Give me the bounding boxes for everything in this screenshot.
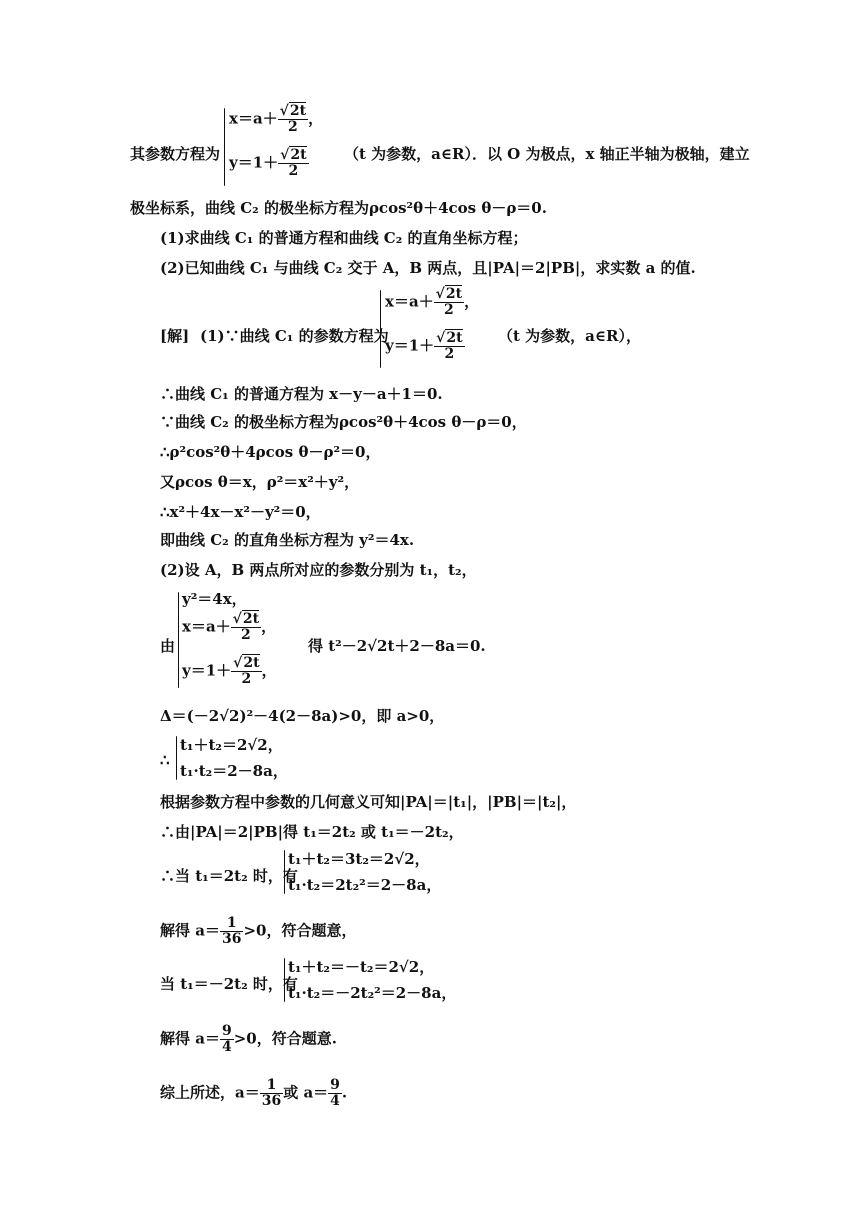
- solution-line: (2)设 A，B 两点所对应的参数分别为 t₁，t₂，: [160, 561, 477, 579]
- solution-lead-tail: （t 为参数，a∈R），: [498, 327, 641, 345]
- system-brace: [380, 290, 381, 368]
- system-brace: [284, 850, 285, 894]
- fraction: $\frac{√2t}{2}$: [280, 147, 307, 179]
- solution-line: 即曲线 C₂ 的直角坐标方程为 y²＝4x.: [160, 531, 415, 549]
- system-result: 得 t²－2√2t＋2－8a＝0.: [308, 637, 486, 655]
- solution-line: ∴ρ²cos²θ＋4ρcos θ－ρ²＝0，: [160, 443, 381, 461]
- delta-line: Δ＝(－2√2)²－4(2－8a)>0，即 a>0，: [160, 707, 445, 725]
- document-page: 其参数方程为 x＝a＋ $\frac{√2t}{2}$ ， y＝1＋ $\frac{√2t}{2}$ （t 为参数，a∈R）．以 O 为极点，x 轴正半轴为极轴，建立 极坐标系，曲线 C₂ 的极坐标方程为ρcos²θ＋4cos θ－ρ＝0. (1)求曲线 C₁ 的普通方程和曲线 C₂ 的直角坐标方程； (2)已知曲线 C₁ 与曲线 C₂ 交于 A，B 两点，且|PA|＝2|PB|，求实数 a 的值. [解] (1)∵曲线 C₁ 的参数方程为 x＝a＋ $\frac{√2t}{2}$ ， y＝1＋ $\frac{√2t}{2}$ （t 为参数，a∈R）， ∴曲线 C₁ 的普通方程为 x－y－a＋1＝0. ∵曲线 C₂ 的极坐标方程为ρcos²θ＋4cos θ－ρ＝0， ∴ρ²cos²θ＋4ρcos θ－ρ²＝0， 又ρcos θ＝x，ρ²＝x²＋y²， ∴x²＋4x－x²－y²＝0， 即曲线 C₂ 的直角坐标方程为 y²＝4x. (2)设 A，B 两点所对应的参数分别为 t₁，t₂， 由 y²＝4x， x＝a＋ $\frac{√2t}{2}$ ， y＝1＋ $\frac{√2t}{2}$ ， 得 t²－2√2t＋2－8a＝0. Δ＝(－2√2)²－4(2－8a)>0，即 a>0， ∴ t₁＋t₂＝2√2， t₁·t₂＝2－8a， 根据参数方程中参数的几何意义可知|PA|＝|t₁|，|PB|＝|t₂|， ∴由|PA|＝2|PB|得 t₁＝2t₂ 或 t₁＝－2t₂， ∴当 t₁＝2t₂ 时，有 t₁＋t₂＝3t₂＝2√2， t₁·t₂＝2t₂²＝2－8a， 解得 a＝ $\frac{1}{36}$ >0，符合题意， 当 t₁＝－2t₂ 时，有 t₁＋t₂＝－t₂＝2√2， t₁·t₂＝－2t₂²＝2－8a， 解得 a＝ $\frac{9}{4}$ >0，符合题意. 综上所述，a＝ $\frac{1}{36}$ 或 a＝ $\frac{9}{4}$ .: [130, 103, 750, 1109]
- question-1: (1)求曲线 C₁ 的普通方程和曲线 C₂ 的直角坐标方程；: [160, 229, 528, 247]
- conclusion-line: 综上所述，a＝ $\frac{1}{36}$ 或 a＝ $\frac{9}{4}$ .: [160, 1077, 348, 1109]
- solution-lead: (1)∵曲线 C₁ 的参数方程为: [200, 327, 389, 345]
- case2-prefix: 当 t₁＝－2t₂ 时，有: [160, 975, 298, 993]
- intro-line2: 极坐标系，曲线 C₂ 的极坐标方程为ρcos²θ＋4cos θ－ρ＝0.: [130, 199, 547, 217]
- case1-prefix: ∴当 t₁＝2t₂ 时，有: [160, 867, 298, 885]
- solution-line: ∴x²＋4x－x²－y²＝0，: [160, 503, 321, 521]
- intro-tail: （t 为参数，a∈R）．以 O 为极点，x 轴正半轴为极轴，建立: [344, 145, 750, 163]
- system-brace: [284, 958, 285, 1002]
- from-line: ∴由|PA|＝2|PB|得 t₁＝2t₂ 或 t₁＝－2t₂，: [160, 823, 464, 841]
- intro-eq1: x＝a＋: [229, 109, 278, 128]
- solution-line: 又ρcos θ＝x，ρ²＝x²＋y²，: [160, 473, 360, 491]
- solution-line: ∵曲线 C₂ 的极坐标方程为ρcos²θ＋4cos θ－ρ＝0，: [160, 413, 527, 431]
- vieta-prefix: ∴: [160, 751, 170, 769]
- solution2-line: 解得 a＝ $\frac{9}{4}$ >0，符合题意.: [160, 1023, 337, 1055]
- geometry-line: 根据参数方程中参数的几何意义可知|PA|＝|t₁|，|PB|＝|t₂|，: [160, 793, 577, 811]
- system-brace: [224, 108, 225, 186]
- system-prefix: 由: [160, 637, 176, 655]
- solution1-line: 解得 a＝ $\frac{1}{36}$ >0，符合题意，: [160, 915, 357, 947]
- system-brace: [176, 736, 177, 780]
- intro-prefix: 其参数方程为: [130, 145, 221, 163]
- intro-eq2: y＝1＋: [229, 153, 279, 172]
- system-brace: [178, 592, 179, 688]
- solution-label: [解]: [160, 327, 190, 345]
- solution-line: ∴曲线 C₁ 的普通方程为 x－y－a＋1＝0.: [160, 385, 443, 403]
- question-2: (2)已知曲线 C₁ 与曲线 C₂ 交于 A，B 两点，且|PA|＝2|PB|，求实数 a 的值.: [160, 259, 696, 277]
- fraction: $\frac{√2t}{2}$: [279, 103, 307, 135]
